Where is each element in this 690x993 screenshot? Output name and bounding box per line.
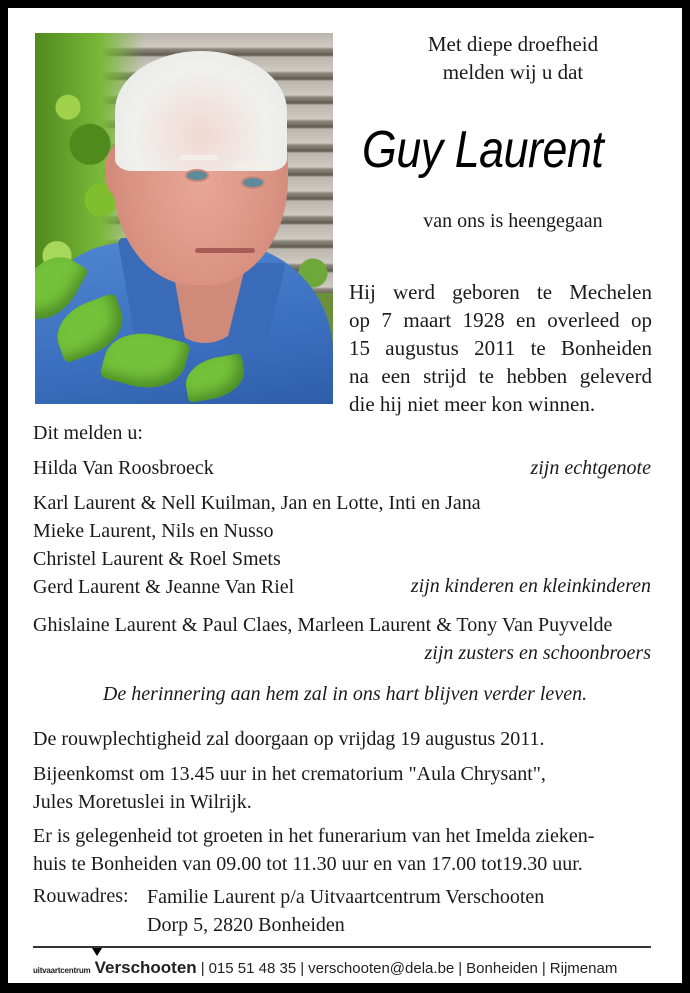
visit-line: huis te Bonheiden van 09.00 tot 11.30 uur en van 17.00 tot19.30 uur. [33, 853, 583, 875]
brand-name: Verschooten [94, 958, 197, 977]
children-relation: zijn kinderen en kleinkinderen [410, 575, 651, 597]
intro-text [343, 30, 683, 86]
triangle-logo-icon [92, 948, 102, 956]
intro-line-2: melden wij u dat [442, 60, 584, 84]
spouse-relation: zijn echtgenote [530, 457, 651, 479]
gathering-line: Bijeenkomst om 13.45 uur in het crematorium "Aula Chrysant", [33, 763, 546, 785]
eye-left [187, 171, 207, 180]
family-heading: Dit melden u: [33, 422, 143, 444]
separator: | [300, 960, 305, 977]
child-line: Mieke Laurent, Nils en Nusso [33, 520, 274, 542]
eye-right [243, 178, 263, 187]
visit-line: Er is gelegenheid tot groeten in het funerarium van het Imelda zieken- [33, 825, 595, 847]
siblings-names: Ghislaine Laurent & Paul Claes, Marleen Laurent & Tony Van Puyvelde [33, 614, 613, 636]
bio-line: op 7 maart 1928 en overleed op [349, 308, 652, 332]
white-hair [115, 51, 287, 171]
address-label: Rouwadres: [33, 885, 129, 907]
ceremony-gathering [33, 760, 546, 816]
obituary-notice [8, 8, 682, 983]
address-block [147, 883, 544, 939]
address-line: Dorp 5, 2820 Bonheiden [147, 914, 345, 936]
footer-phone[interactable]: 015 51 48 35 [208, 960, 297, 977]
spouse-name: Hilda Van Roosbroeck [33, 457, 214, 479]
separator: | [200, 960, 205, 977]
siblings-relation: zijn zusters en schoonbroers [424, 642, 651, 664]
funeral-home-footer [33, 958, 617, 978]
footer-prefix: uitvaartcentrum [33, 966, 91, 975]
deceased-subline: van ons is heengegaan [423, 210, 603, 232]
footer-divider [33, 946, 651, 948]
footer-brand [95, 958, 197, 977]
child-line: Karl Laurent & Nell Kuilman, Jan en Lotte, Inti en Jana [33, 492, 481, 514]
footer-email[interactable]: verschooten@dela.be [308, 960, 455, 977]
visiting-hours [33, 822, 594, 878]
footer-location-2: Rijmenam [549, 960, 618, 977]
bio-line: na een strijd te hebben geleverd [349, 364, 652, 388]
bio-line: 15 augustus 2011 te Bonheiden [349, 336, 652, 360]
ceremony-date: De rouwplechtigheid zal doorgaan op vrijdag 19 augustus 2011. [33, 728, 545, 750]
gathering-line: Jules Moretuslei in Wilrijk. [33, 791, 252, 813]
mouth [195, 248, 255, 253]
portrait-photo [35, 33, 333, 404]
footer-location-1: Bonheiden [466, 960, 538, 977]
bio-line: die hij niet meer kon winnen. [349, 392, 596, 416]
separator: | [541, 960, 546, 977]
intro-line-1: Met diepe droefheid [427, 32, 599, 56]
child-line: Gerd Laurent & Jeanne Van Riel [33, 576, 295, 598]
eyebrow-left [180, 155, 218, 160]
address-line: Familie Laurent p/a Uitvaartcentrum Verschooten [147, 886, 545, 908]
memorial-quote: De herinnering aan hem zal in ons hart blijven verder leven. [102, 683, 588, 705]
eyebrow-right [235, 163, 273, 168]
biography [349, 278, 652, 418]
separator: | [458, 960, 463, 977]
child-line: Christel Laurent & Roel Smets [33, 548, 281, 570]
bio-line: Hij werd geboren te Mechelen [349, 280, 652, 304]
deceased-name: Guy Laurent [362, 121, 604, 179]
